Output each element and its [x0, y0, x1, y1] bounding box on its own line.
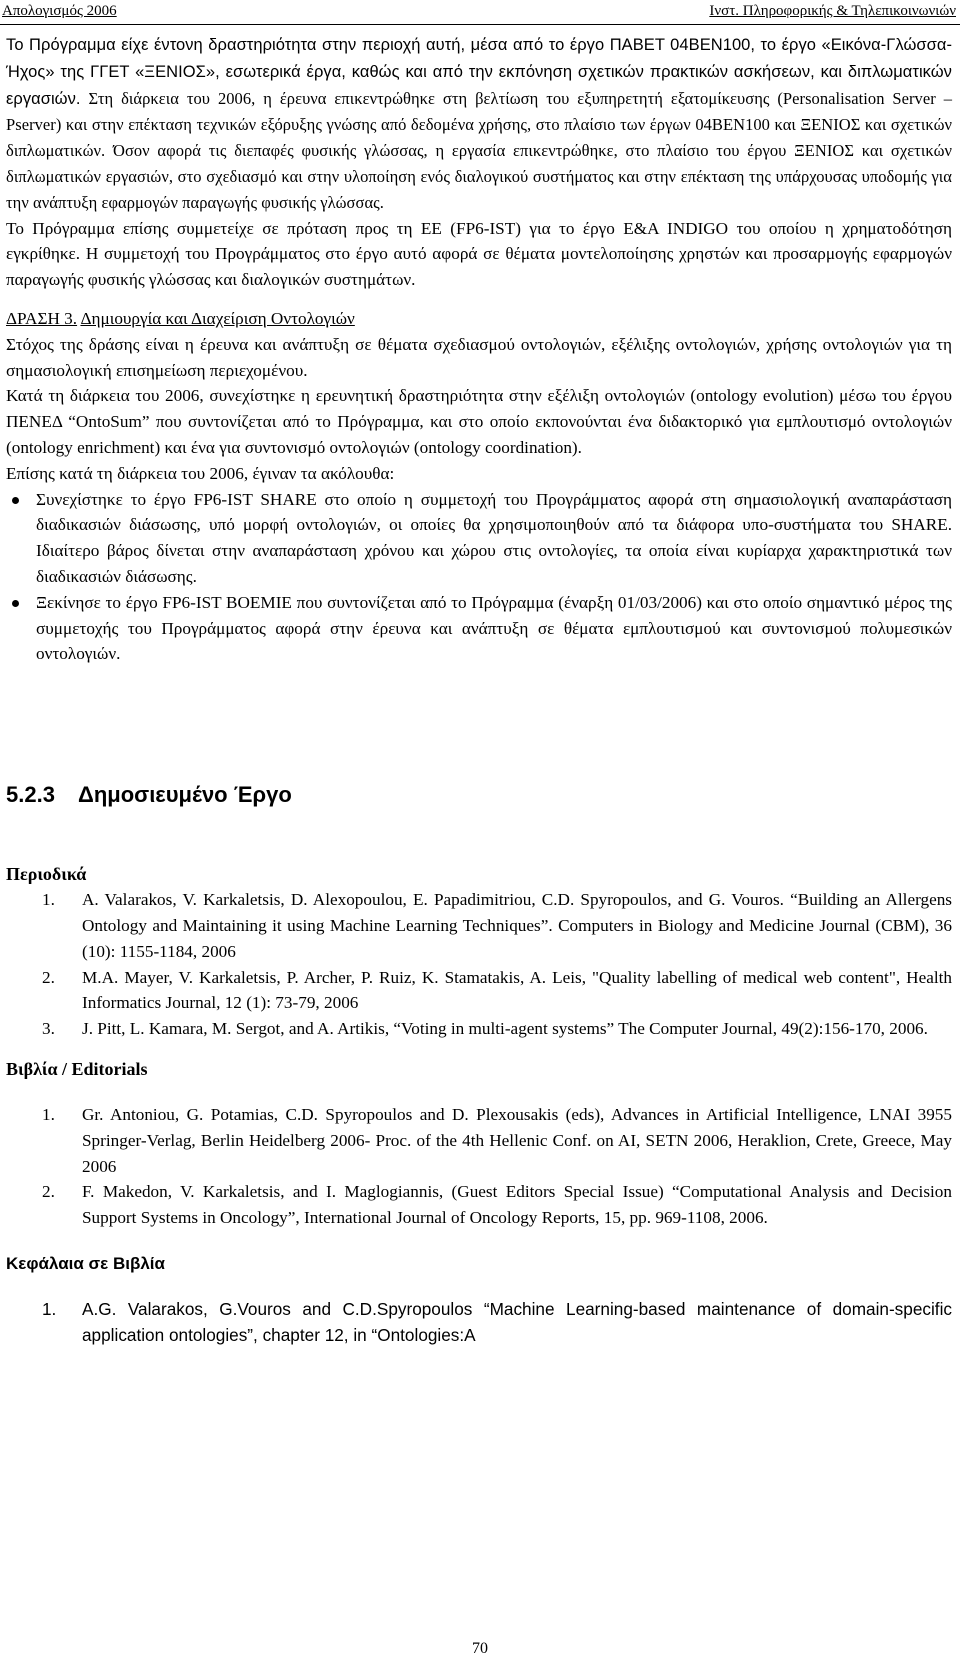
- bullet-dot-icon: [12, 497, 19, 504]
- action3-title-text: Δημιουργία και Διαχείριση Οντολογιών: [80, 308, 355, 328]
- section-number: 5.2.3: [6, 782, 55, 808]
- header-left: Απολογισμός 2006: [2, 3, 117, 19]
- list-item: 1. Gr. Antoniou, G. Potamias, C.D. Spyropoulos and D. Plexousakis (eds), Advances in Artificial Intelligence, LNAI 3955 Springer-Verlag, Berlin Heidelberg 2006- Proc. of the 4th Hellenic Conf. on AI, SETN 2006, Heraklion, Crete, Greece, May 2006: [42, 1104, 952, 1176]
- list-item: 2. M.A. Mayer, V. Karkaletsis, P. Archer, P. Ruiz, K. Stamatakis, A. Leis, "Quality labelling of medical web content", Health Informatics Journal, 12 (1): 73-79, 2006: [42, 967, 952, 1013]
- header-right: Ινστ. Πληροφορικής & Τηλεπικοινωνιών: [709, 3, 956, 19]
- list-item: Ξεκίνησε το έργο FP6-IST BOEMIE που συντονίζεται από το Πρόγραμμα (έναρξη 01/03/2006) και στο οποίο σημαντικό μέρος της συμμετοχής του Προγράμματος αφορά στην έρευνα και ανάπτυξη σε θέματα εμπλουτισμού και συντονισμού πολυμεσικών οντολογιών.: [6, 590, 952, 667]
- list-item: 1. A.G. Valarakos, G.Vouros and C.D.Spyropoulos “Machine Learning-based maintenance of domain-specific application ontologies”, chapter 12, in “Ontologies:A: [42, 1298, 952, 1345]
- action3-lead: Επίσης κατά τη διάρκεια του 2006, έγιναν τα ακόλουθα:: [6, 463, 395, 483]
- action3-2006-paragraph: Κατά τη διάρκεια του 2006, συνεχίστηκε η ερευνητική δραστηριότητα στην εξέλιξη οντολογιών (ontology evolution) μέσω του έργου ΠΕΝΕΔ “OntoSum” που συντονίζεται από το Πρόγραμμα, και στο οποίο εκπονούνται ένα διδακτορικό για εμπλουτισμό οντολογιών (ontology enrichment) και ένα για συντονισμό οντολογιών (ontology coordination).: [6, 386, 952, 457]
- page-content: [6, 32, 952, 1348]
- journals-heading: Περιοδικά: [6, 864, 87, 885]
- chapters-heading: Κεφάλαια σε Βιβλία: [6, 1253, 165, 1273]
- intro-paragraph-sans: Το Πρόγραμμα είχε έντονη δραστηριότητα στην περιοχή αυτή, μέσα από το έργο ΠΑΒΕΤ 04ΒΕΝ100, το έργο «Εικόνα-Γλώσσα-Ήχος» της ΓΓΕΤ «ΞΕΝΙΟΣ», εσωτερικά έργα, καθώς και από την εκπόνηση σχετικών πρακτικών ασκήσεων, και διπλωματικών εργασιών.: [6, 36, 952, 108]
- indigo-paragraph: Το Πρόγραμμα επίσης συμμετείχε σε πρόταση προς τη ΕΕ (FP6-IST) για το έργο E&A INDIGO του οποίου η χρηματοδότηση εγκρίθηκε. Η συμμετοχή του Προγράμματος στο έργο αυτό αφορά σε θέματα μοντελοποίησης χρηστών και προσαρμογής εφαρμογών παραγωγής φυσικής γλώσσας και διαλογικών συστημάτων.: [6, 218, 952, 290]
- section-heading: [6, 781, 952, 809]
- action3-title: [6, 306, 952, 332]
- list-item: 1. A. Valarakos, V. Karkaletsis, D. Alexopoulou, E. Papadimitriou, C.D. Spyropoulos, and G. Vouros. “Building an Allergens Ontology and Maintaining it using Machine Learning Techniques”. Computers in Biology and Medicine Journal (CBM), 36 (10): 1155-1184, 2006: [42, 890, 952, 961]
- bullet-dot-icon: [12, 600, 19, 607]
- intro-paragraph: [6, 32, 952, 216]
- page-number: 70: [472, 1640, 488, 1657]
- journals-list: [6, 887, 952, 1042]
- list-item: Συνεχίστηκε το έργο FP6-IST SHARE στο οποίο η συμμετοχή του Προγράμματος αφορά στη σημασιολογική αναπαράσταση διαδικασιών διάσωσης, υπό μορφή οντολογιών, οι οποίες θα χρησιμοποιηθούν από τα διάφορα υπο-συστήματα του SHARE. Ιδιαίτερο βάρος δίνεται στην αναπαράσταση χρόνου και χώρου στις οντολογίες, τα οποία είναι κυρίαρχα χαρακτηριστικά των διαδικασιών διάσωσης.: [6, 487, 952, 590]
- books-list: [6, 1102, 952, 1231]
- list-item: 3. J. Pitt, L. Kamara, M. Sergot, and A. Artikis, “Voting in multi-agent systems” The Computer Journal, 49(2):156-170, 2006.: [42, 1019, 928, 1039]
- action3-title-label: ΔΡΑΣΗ 3.: [6, 308, 78, 328]
- page-header: [0, 0, 960, 25]
- section-title: Δημοσιευμένο Έργο: [78, 782, 292, 808]
- list-item: 2. F. Makedon, V. Karkaletsis, and I. Maglogiannis, (Guest Editors Special Issue) “Computational Analysis and Decision Support Systems in Oncology”, International Journal of Oncology Reports, 15, pp. 969-1108, 2006.: [42, 1182, 952, 1228]
- chapters-list: [6, 1297, 952, 1349]
- action3-goal: Στόχος της δράσης είναι η έρευνα και ανάπτυξη σε θέματα σχεδιασμού οντολογιών, εξέλιξης οντολογιών, χρήσης οντολογιών για τη σημασιολογική επισημείωση περιεχομένου.: [6, 334, 952, 380]
- books-heading: Βιβλία / Editorials: [6, 1058, 148, 1079]
- intro-paragraph-serif: Στη διάρκεια του 2006, η έρευνα επικεντρώθηκε στη βελτίωση του εξυπηρετητή εξατομίκευσης (Personalisation Server – Pserver) και στην επέκταση τεχνικών εξόρυξης γνώσης από δεδομένα χρήσης, στο πλαίσιο των έργων 04ΒΕΝ100 και ΞΕΝΙΟΣ και σχετικών διπλωματικών. Όσον αφορά τις διεπαφές φυσικής γλώσσας, η εργασία επικεντρώθηκε, στο πλαίσιο του έργου ΞΕΝΙΟΣ και σχετικών διπλωματικών εργασιών, στο σχεδιασμό και στην υλοποίηση ενός διαλογικού συστήματος και στην επέκταση της υπάρχουσας υποδομής για την ανάπτυξη εφαρμογών παραγωγής φυσικής γλώσσας.: [6, 88, 952, 212]
- action3-bullet-list: [6, 487, 952, 668]
